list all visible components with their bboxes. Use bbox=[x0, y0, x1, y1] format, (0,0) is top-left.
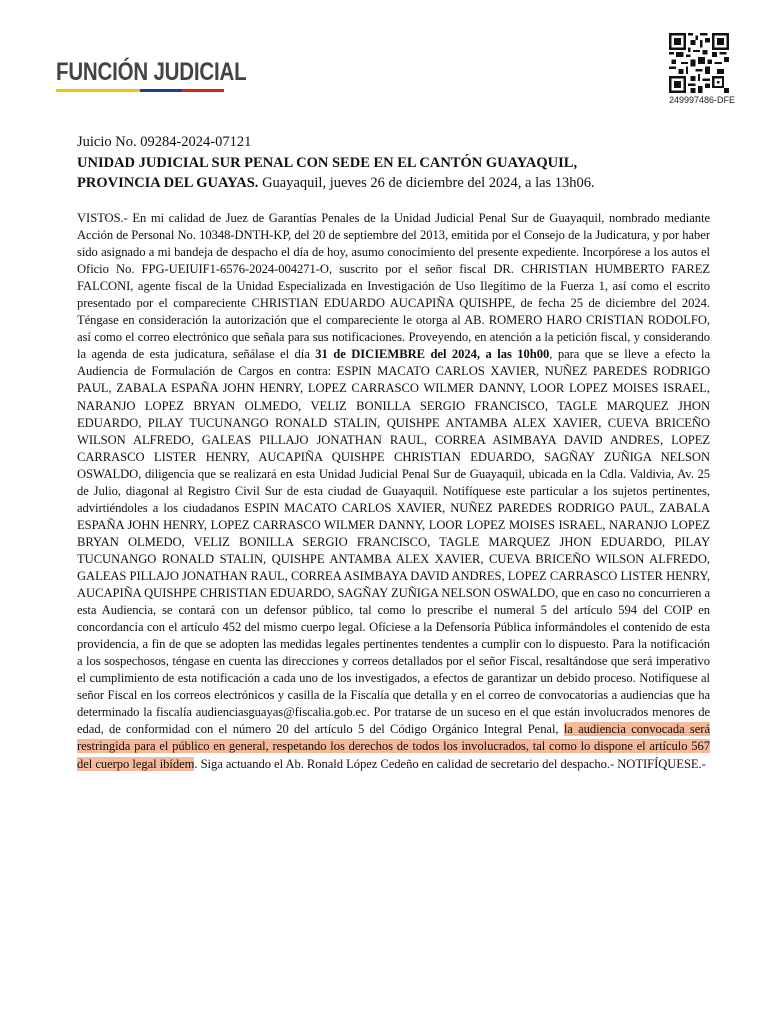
document-body bbox=[77, 210, 710, 773]
hearing-date: 31 de DICIEMBRE del 2024, a las 10h00 bbox=[315, 347, 550, 362]
qr-code-icon bbox=[669, 33, 729, 93]
highlighted-text: la audiencia convocada será restringida para el público en general, respetando los derechos de todos los involucrados, tal como lo dispone el artículo 567 del cuerpo legal ibídem bbox=[77, 722, 710, 771]
body-part-3: . Siga actuando el Ab. Ronald López Cedeño en calidad de secretario del despacho.- NOTIFÍQUESE.- bbox=[194, 756, 706, 771]
date-line: Guayaquil, jueves 26 de diciembre del 2024, a las 13h06. bbox=[258, 175, 595, 191]
body-part-1: VISTOS.- En mi calidad de Juez de Garantías Penales de la Unidad Judicial Penal Sur de Guayaquil, nombrado mediante Acción de Personal No. 10348-DNTH-KP, del 20 de septiembre del 2013, emitida por el Consejo de la Judicatura, y por haber sido asignado a mi bandeja de despacho el día de hoy, asumo conocimiento del presente expediente. Incorpórese a los autos el Oficio No. FPG-UEIUIF1-6576-2024-004271-O, suscrito por el señor fiscal DR. CHRISTIAN HUMBERTO FAREZ FALCONI, agente fiscal de la Unidad Especializada en Investigación de Uso Ilegítimo de la Fuerza 1, así como el escrito presentado por el compareciente CHRISTIAN EDUARDO AUCAPIÑA QUISHPE, de fecha 25 de diciembre del 2024. Téngase en consideración la autorización que el compareciente le otorga al AB. ROMERO HARO CRISTIAN RODOLFO, así como el correo electrónico que señala para sus notificaciones. Proveyendo, en atención a la petición fiscal, y considerando la agenda de esta judicatura, señálase el día bbox=[77, 211, 710, 362]
funcion-judicial-logo bbox=[56, 58, 247, 92]
flag-stripe bbox=[56, 89, 224, 92]
case-number: Juicio No. 09284-2024-07121 bbox=[77, 134, 252, 150]
body-part-2: , para que se lleve a efecto la Audiencia de Formulación de Cargos en contra: ESPIN MACATO CARLOS XAVIER, NUÑEZ PAREDES RODRIGO PAUL, ZABALA ESPAÑA JOHN HENRY, LOPEZ CARRASCO WILMER DANNY, LOOR LOPEZ MOISES ISRAEL, NARANJO LOPEZ BRYAN OLMEDO, VELIZ BONILLA SERGIO FRANCISCO, TAGLE MARQUEZ JHON EDUARDO, PILAY TUCUNANGO RONALD STALIN, QUISHPE ANTAMBA ALEX XAVIER, CUEVA BRICEÑO WILSON ALFREDO, GALEAS PILLAJO JONATHAN RAUL, CORREA ASIMBAYA DAVID ANDRES, LOPEZ CARRASCO LISTER HENRY, AUCAPIÑA QUISHPE CHRISTIAN EDUARDO, SAGÑAY ZUÑIGA NELSON OSWALDO, diligencia que se realizará en esta Unidad Judicial Penal Sur de Guayaquil, ubicada en la Cdla. Valdivia, Av. 25 de Julio, diagonal al Registro Civil Sur de esta ciudad de Guayaquil. Notifíquese este particular a los sujetos pertinentes, advirtiéndoles a los ciudadanos ESPIN MACATO CARLOS XAVIER, NUÑEZ PAREDES RODRIGO PAUL, ZABALA ESPAÑA JOHN HENRY, LOPEZ CARRASCO WILMER DANNY, LOOR LOPEZ MOISES ISRAEL, NARANJO LOPEZ BRYAN OLMEDO, VELIZ BONILLA SERGIO FRANCISCO, TAGLE MARQUEZ JHON EDUARDO, PILAY TUCUNANGO RONALD STALIN, QUISHPE ANTAMBA ALEX XAVIER, CUEVA BRICEÑO WILSON ALFREDO, GALEAS PILLAJO JONATHAN RAUL, CORREA ASIMBAYA DAVID ANDRES, LOPEZ CARRASCO LISTER HENRY, AUCAPIÑA QUISHPE CHRISTIAN EDUARDO, SAGÑAY ZUÑIGA NELSON OSWALDO, que en caso no concurrieren a esta Audiencia, se contará con un defensor público, tal como lo prescribe el numeral 5 del artículo 594 del COIP en concordancia con el artículo 452 del mismo cuerpo legal. Ofíciese a la Defensoría Pública informándoles el contenido de esta providencia, a fin de que se adopten las medidas legales pertinentes tendentes a cumplir con lo dispuesto. Para la notificación a los sospechosos, téngase en cuenta las direcciones y correos detallados por el señor Fiscal, resaltándose que será imperativo el cumplimiento de esta notificación a cada uno de los investigados, a efectos de garantizar un debido proceso. Notifíquese al señor Fiscal en los correos electrónicos y casilla de la Fiscalía que detalla y en el correo de convocatorias a audiencias que ha determinado la fiscalía audienciasguayas@fiscalia.gob.ec. Por tratarse de un suceso en el que están involucrados menores de edad, de conformidad con el número 20 del artículo 5 del Código Orgánico Integral Penal, bbox=[77, 347, 710, 737]
logo-text: FUNCIÓN JUDICIAL bbox=[56, 58, 247, 86]
document-header bbox=[77, 132, 697, 194]
unit-line-2: PROVINCIA DEL GUAYAS. bbox=[77, 175, 259, 191]
qr-code-text: 249997486-DFE bbox=[668, 95, 736, 105]
unit-line-1: UNIDAD JUDICIAL SUR PENAL CON SEDE EN EL CANTÓN GUAYAQUIL, bbox=[77, 154, 578, 171]
